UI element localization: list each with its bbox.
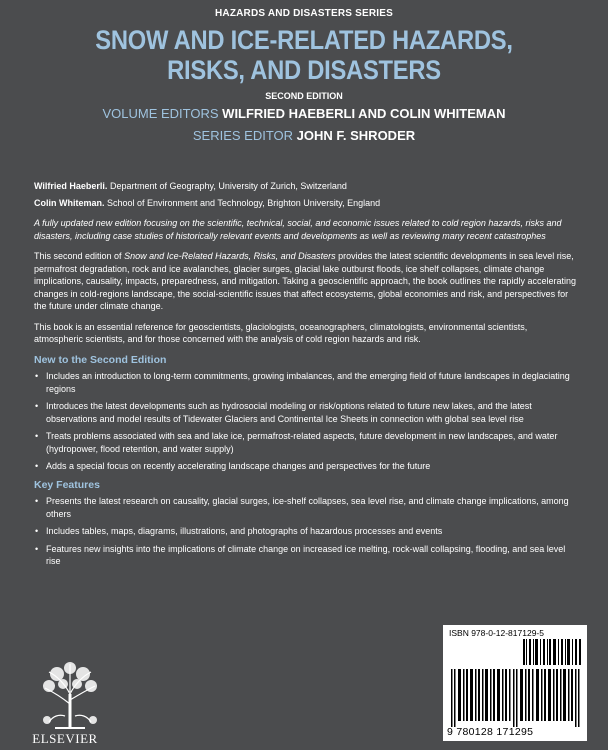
tree-logo-icon (35, 654, 105, 730)
main-barcode (451, 669, 581, 727)
key-features-heading: Key Features (34, 478, 100, 491)
series-editor (0, 128, 608, 144)
list-item: • Adds a special focus on recently accelerating landscape changes and perspectives for the future (46, 460, 578, 473)
volume-editors-role: VOLUME EDITORS (102, 106, 219, 121)
ean-number: 9 780128 171295 (447, 726, 534, 738)
list-item: • Presents the latest research on causality, glacial surges, ice-shelf collapses, sea level rise, and climate change implications, among others (46, 495, 578, 520)
description-paragraph-2: This book is an essential reference for geoscientists, glaciologists, oceanographers, climatologists, environmental scientists, atmospheric scientists, and for those concerned with the analysis of cold region hazards and risk. (34, 321, 528, 344)
volume-editors-names: WILFRIED HAEBERLI AND COLIN WHITEMAN (222, 106, 506, 121)
affiliation-haeberli (34, 180, 578, 193)
affiliation-name: Colin Whiteman. (34, 197, 105, 208)
series-title: HAZARDS AND DISASTERS SERIES (214, 8, 394, 19)
new-edition-list (34, 370, 578, 473)
book-title-line-2: RISKS, AND DISASTERS (167, 55, 441, 85)
series-editor-role: SERIES EDITOR (192, 128, 294, 143)
header (0, 0, 608, 144)
paragraph-text: This second edition of (34, 251, 125, 261)
list-item: • Includes an introduction to long-term commitments, growing imbalances, and the emerging field of future landscapes in deglaciating regions (46, 370, 578, 395)
book-title-line-1: SNOW AND ICE-RELATED HAZARDS, (95, 25, 513, 55)
back-cover-text (34, 180, 578, 574)
publisher-name: ELSEVIER (32, 731, 98, 746)
key-features-list (34, 495, 578, 568)
description-paragraph-1 (34, 250, 578, 313)
affiliation-name: Wilfried Haeberli. (34, 181, 108, 191)
upper-barcode (523, 639, 581, 665)
list-item: • Treats problems associated with sea and lake ice, permafrost-related aspects, future development in new landscapes, and water (hydropower, flood retention, and water supply) (46, 430, 578, 455)
edition-label: SECOND EDITION (265, 91, 343, 101)
barcode-panel (443, 625, 587, 741)
affiliation-text: Department of Geography, University of Zurich, Switzerland (107, 181, 347, 191)
series-editor-name: JOHN F. SHRODER (296, 128, 416, 143)
list-item: • Includes tables, maps, diagrams, illustrations, and photographs of hazardous processes and events (46, 525, 578, 538)
list-item: • Introduces the latest developments such as hydrosocial modeling or risk/options related to future new lakes, and the latest observations and model results of Tidewater Glaciers and Continental Ice Sheets in connection with global sea level rise (46, 400, 578, 425)
volume-editors (0, 106, 608, 122)
list-item: • Features new insights into the implications of climate change on increased ice melting, rock-wall collapsing, flooding, and sea level rise (46, 543, 578, 568)
affiliation-text: School of Environment and Technology, Brighton University, England (104, 197, 381, 208)
new-edition-heading: New to the Second Edition (34, 353, 167, 366)
affiliation-whiteman (34, 197, 578, 210)
tagline: A fully updated new edition focusing on the scientific, technical, social, and economic issues related to cold region hazards, risks and disasters, including case studies of historically relevant events and developments as well as reviewing many recent catastrophes (34, 218, 562, 241)
elsevier-logo (30, 654, 110, 744)
isbn-text: ISBN 978-0-12-817129-5 (449, 628, 544, 638)
paragraph-text: provides the latest scientific developments in sea level rise, permafrost degradation, rock and ice avalanches, glacier surges, glacial lake outburst floods, ice shelf collapses, climate change implications, causality, impacts, preparedness, and mitigation. Taking a geoscientific approach, the book outlines the rapidly accelerating changes in cold-regions landscape, the social-scientific issues that affect ecosystems, global economies and risk, and perspectives for the future under climate change. (34, 251, 576, 311)
book-title-italic: Snow and Ice-Related Hazards, Risks, and Disasters (124, 251, 336, 261)
book-title (36, 25, 571, 85)
